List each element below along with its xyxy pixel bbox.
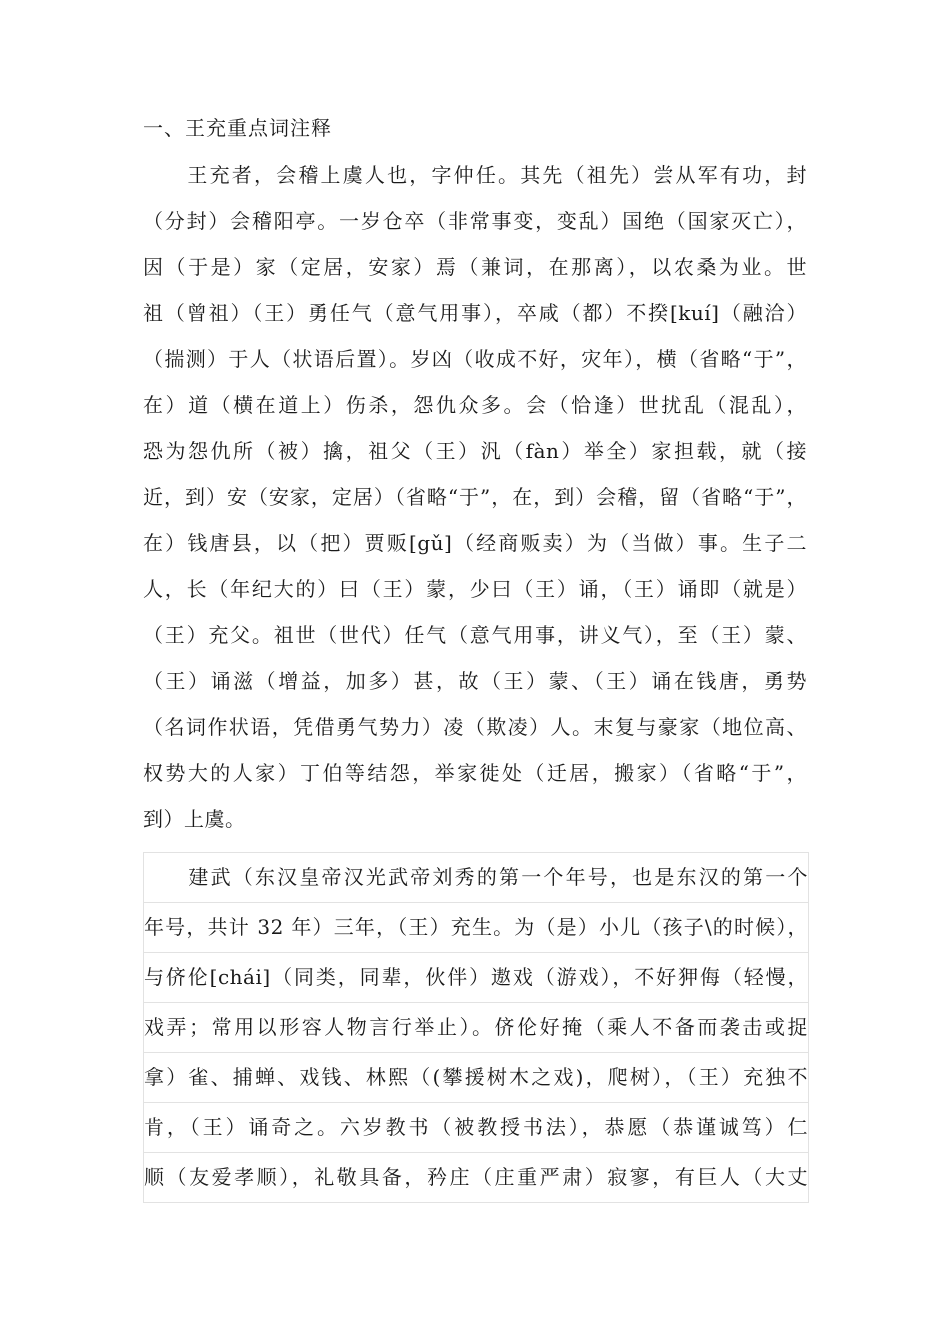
text-line: 到）上虞。 <box>143 807 246 831</box>
text-line: 祖（曾祖）（王）勇任气（意气用事），卒咸（都）不揆[kuí]（融洽） <box>143 301 807 325</box>
text-line: 人，长（年纪大的）曰（王）蒙，少曰（王）诵，（王）诵即（就是） <box>143 577 807 601</box>
text-line: 因（于是）家（定居，安家）焉（兼词，在那离），以农桑为业。世 <box>143 255 807 279</box>
section-heading: 一、王充重点词注释 <box>143 116 332 140</box>
text-line: （名词作状语，凭借勇气势力）凌（欺凌）人。末复与豪家（地位高、 <box>143 715 807 739</box>
text-line: 近，到）安（安家，定居）（省略“于”，在，到）会稽，留（省略“于”， <box>143 485 807 509</box>
text-line: 在）道（横在道上）伤杀，怨仇众多。会（恰逢）世扰乱（混乱）， <box>143 393 807 417</box>
text-line: 与侪伦[chái]（同类，同辈，伙伴）遨戏（游戏），不好狎侮（轻慢， <box>144 953 808 1003</box>
text-line: 年号，共计 32 年）三年，（王）充生。为（是）小儿（孩子\的时候）， <box>144 903 808 953</box>
text-line: 顺（友爱孝顺），礼敬具备，矜庄（庄重严肃）寂寥，有巨人（大丈 <box>144 1165 808 1189</box>
text-line: 王充者，会稽上虞人也，字仲任。其先（祖先）尝从军有功，封 <box>143 163 807 187</box>
annotation-paragraph-2 <box>143 852 809 1203</box>
text-line: 建武（东汉皇帝汉光武帝刘秀的第一个年号，也是东汉的第一个 <box>144 853 808 903</box>
text-line: （王）充父。祖世（世代）任气（意气用事，讲义气），至（王）蒙、 <box>143 623 807 647</box>
text-line: （分封）会稽阳亭。一岁仓卒（非常事变，变乱）国绝（国家灭亡）， <box>143 209 807 233</box>
text-line: 在）钱唐县，以（把）贾贩[gǔ]（经商贩卖）为（当做）事。生子二 <box>143 531 807 555</box>
text-line: （揣测）于人（状语后置）。岁凶（收成不好，灾年），横（省略“于”， <box>143 347 807 371</box>
text-line: 肯，（王）诵奇之。六岁教书（被教授书法），恭愿（恭谨诚笃）仁 <box>144 1103 808 1153</box>
text-line: 恐为怨仇所（被）擒，祖父（王）汎（fàn）举全）家担载，就（接 <box>143 439 807 463</box>
text-line: 权势大的人家）丁伯等结怨，举家徙处（迁居，搬家）（省略“于”， <box>143 761 807 785</box>
annotation-paragraph-1 <box>143 152 807 842</box>
text-line: 拿）雀、捕蝉、戏钱、林熙（(攀援树木之戏)，爬树），（王）充独不 <box>144 1053 808 1103</box>
text-line: （王）诵滋（增益，加多）甚，故（王）蒙、（王）诵在钱唐，勇势 <box>143 669 807 693</box>
text-line: 戏弄；常用以形容人物言行举止）。侪伦好掩（乘人不备而袭击或捉 <box>144 1003 808 1053</box>
